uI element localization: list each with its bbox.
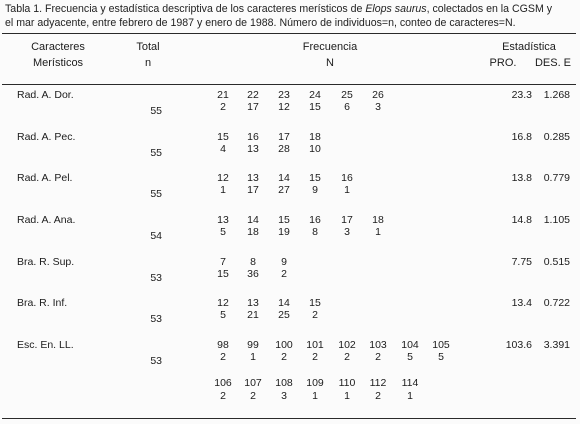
freq-value: 12 bbox=[217, 172, 229, 184]
freq-count: 17 bbox=[247, 184, 259, 196]
freq-value: 18 bbox=[372, 214, 384, 226]
row-label: Rad. A. Ana. bbox=[17, 214, 76, 226]
freq-value: 114 bbox=[401, 377, 419, 389]
freq-count: 15 bbox=[309, 101, 321, 113]
row-total-n: 53 bbox=[150, 355, 162, 367]
freq-value: 25 bbox=[341, 89, 353, 101]
freq-value: 15 bbox=[278, 214, 290, 226]
freq-count: 18 bbox=[247, 226, 259, 238]
row-pro: 7.75 bbox=[511, 256, 532, 268]
freq-value: 13 bbox=[217, 214, 229, 226]
header-total-n: n bbox=[144, 57, 152, 69]
freq-count: 21 bbox=[247, 309, 259, 321]
freq-value: 9 bbox=[281, 256, 287, 268]
freq-count: 5 bbox=[407, 351, 413, 363]
row-label: Bra. R. Sup. bbox=[17, 256, 75, 268]
header-frecuencia-n: N bbox=[326, 57, 334, 69]
row-pro: 16.8 bbox=[511, 131, 532, 143]
freq-count: 1 bbox=[344, 390, 350, 402]
freq-count: 5 bbox=[438, 351, 444, 363]
freq-count: 2 bbox=[281, 268, 287, 280]
header-des: DES. E bbox=[534, 57, 572, 69]
freq-value: 109 bbox=[306, 377, 324, 389]
header-pro: PRO. bbox=[489, 57, 517, 69]
row-total-n: 55 bbox=[150, 105, 162, 117]
freq-value: 100 bbox=[275, 339, 293, 351]
row-label: Rad. A. Pec. bbox=[17, 131, 76, 143]
table-top-rule bbox=[2, 33, 576, 34]
freq-count: 5 bbox=[220, 226, 226, 238]
freq-value: 107 bbox=[244, 377, 262, 389]
row-total-n: 55 bbox=[150, 147, 162, 159]
header-total: Total bbox=[136, 41, 160, 53]
freq-value: 24 bbox=[309, 89, 321, 101]
header-estadistica: Estadística bbox=[502, 41, 556, 53]
freq-value: 110 bbox=[338, 377, 356, 389]
freq-value: 101 bbox=[306, 339, 324, 351]
row-total-n: 55 bbox=[150, 188, 162, 200]
freq-count: 2 bbox=[281, 351, 287, 363]
freq-value: 14 bbox=[278, 172, 290, 184]
freq-value: 108 bbox=[275, 377, 293, 389]
freq-count: 2 bbox=[250, 390, 256, 402]
freq-count: 28 bbox=[278, 143, 290, 155]
freq-count: 1 bbox=[344, 184, 350, 196]
freq-value: 18 bbox=[309, 131, 321, 143]
freq-count: 2 bbox=[220, 390, 226, 402]
freq-count: 19 bbox=[278, 226, 290, 238]
freq-value: 14 bbox=[247, 214, 259, 226]
row-des: 0.515 bbox=[543, 256, 570, 268]
freq-value: 26 bbox=[372, 89, 384, 101]
row-total-n: 53 bbox=[150, 313, 162, 325]
freq-count: 36 bbox=[247, 268, 259, 280]
freq-value: 8 bbox=[250, 256, 256, 268]
freq-count: 12 bbox=[278, 101, 290, 113]
freq-value: 105 bbox=[432, 339, 450, 351]
freq-count: 3 bbox=[375, 101, 381, 113]
row-des: 0.285 bbox=[543, 131, 570, 143]
freq-count: 13 bbox=[247, 143, 259, 155]
header-caracteres: Caracteres bbox=[31, 41, 85, 53]
freq-value: 16 bbox=[341, 172, 353, 184]
freq-count: 5 bbox=[220, 309, 226, 321]
row-label: Bra. R. Inf. bbox=[17, 297, 68, 309]
freq-count: 1 bbox=[312, 390, 318, 402]
freq-count: 2 bbox=[220, 101, 226, 113]
caption-suffix: , colectados en la CGSM y bbox=[426, 3, 553, 15]
freq-count: 8 bbox=[312, 226, 318, 238]
row-pro: 14.8 bbox=[511, 214, 532, 226]
freq-count: 25 bbox=[278, 309, 290, 321]
freq-value: 12 bbox=[217, 297, 229, 309]
freq-count: 1 bbox=[375, 226, 381, 238]
freq-count: 10 bbox=[309, 143, 321, 155]
freq-value: 15 bbox=[309, 172, 321, 184]
freq-count: 1 bbox=[407, 390, 413, 402]
row-total-n: 53 bbox=[150, 272, 162, 284]
freq-value: 22 bbox=[247, 89, 259, 101]
table-bottom-rule bbox=[2, 418, 576, 419]
table-header-rule bbox=[2, 84, 576, 85]
freq-count: 4 bbox=[220, 143, 226, 155]
freq-value: 106 bbox=[214, 377, 232, 389]
freq-value: 17 bbox=[341, 214, 353, 226]
freq-count: 15 bbox=[217, 268, 229, 280]
row-label: Rad. A. Dor. bbox=[17, 89, 74, 101]
freq-count: 2 bbox=[312, 351, 318, 363]
freq-count: 3 bbox=[344, 226, 350, 238]
header-frecuencia: Frecuencia bbox=[302, 41, 358, 53]
freq-value: 17 bbox=[278, 131, 290, 143]
row-pro: 103.6 bbox=[505, 339, 532, 351]
row-pro: 23.3 bbox=[511, 89, 532, 101]
freq-count: 1 bbox=[220, 184, 226, 196]
row-des: 0.779 bbox=[543, 172, 570, 184]
header-meristicos: Merísticos bbox=[32, 57, 84, 69]
freq-count: 2 bbox=[220, 351, 226, 363]
freq-value: 112 bbox=[369, 377, 387, 389]
row-total-n: 54 bbox=[150, 230, 162, 242]
freq-value: 16 bbox=[247, 131, 259, 143]
freq-value: 103 bbox=[369, 339, 387, 351]
freq-value: 15 bbox=[217, 131, 229, 143]
freq-value: 14 bbox=[278, 297, 290, 309]
row-des: 0.722 bbox=[543, 297, 570, 309]
freq-value: 98 bbox=[217, 339, 229, 351]
row-des: 1.105 bbox=[543, 214, 570, 226]
freq-count: 2 bbox=[312, 309, 318, 321]
freq-count: 6 bbox=[344, 101, 350, 113]
freq-value: 16 bbox=[309, 214, 321, 226]
freq-value: 15 bbox=[309, 297, 321, 309]
freq-count: 2 bbox=[375, 351, 381, 363]
freq-value: 102 bbox=[338, 339, 356, 351]
freq-value: 23 bbox=[278, 89, 290, 101]
freq-count: 2 bbox=[375, 390, 381, 402]
freq-count: 3 bbox=[281, 390, 287, 402]
row-pro: 13.4 bbox=[511, 297, 532, 309]
row-des: 3.391 bbox=[543, 339, 570, 351]
freq-count: 2 bbox=[344, 351, 350, 363]
freq-count: 9 bbox=[312, 184, 318, 196]
caption-prefix: Tabla 1. Frecuencia y estadística descriptiva de los caracteres merísticos de bbox=[5, 3, 366, 15]
caption-line2: el mar adyacente, entre febrero de 1987 y enero de 1988. Número de individuos=n, conteo de caracteres=N. bbox=[5, 17, 516, 29]
freq-value: 21 bbox=[217, 89, 229, 101]
freq-value: 104 bbox=[401, 339, 419, 351]
freq-value: 99 bbox=[247, 339, 259, 351]
freq-count: 27 bbox=[278, 184, 290, 196]
freq-value: 13 bbox=[247, 297, 259, 309]
row-des: 1.268 bbox=[543, 89, 570, 101]
freq-count: 17 bbox=[247, 101, 259, 113]
freq-value: 7 bbox=[220, 256, 226, 268]
caption-species: Elops saurus bbox=[365, 3, 427, 15]
caption bbox=[5, 2, 577, 30]
row-pro: 13.8 bbox=[511, 172, 532, 184]
row-label: Esc. En. LL. bbox=[17, 339, 74, 351]
freq-count: 1 bbox=[250, 351, 256, 363]
freq-value: 13 bbox=[247, 172, 259, 184]
row-label: Rad. A. Pel. bbox=[17, 172, 73, 184]
